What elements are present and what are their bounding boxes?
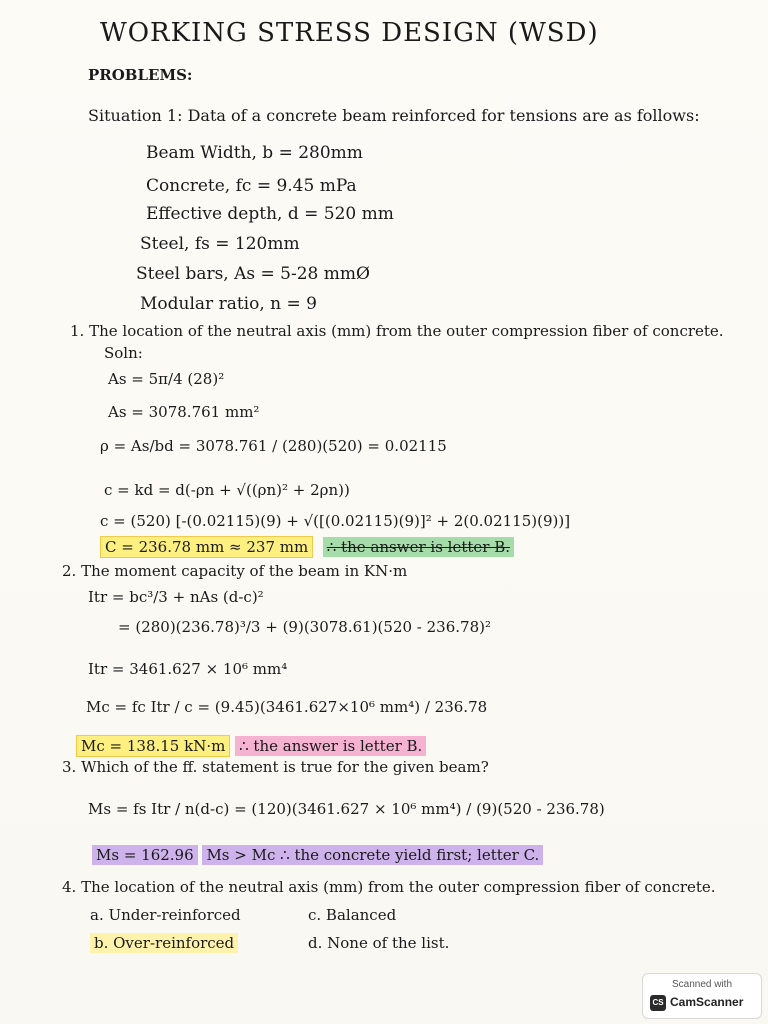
q1-line-3: ρ = As/bd = 3078.761 / (280)(520) = 0.02115 bbox=[100, 437, 447, 455]
situation-text: Situation 1: Data of a concrete beam reinforced for tensions are as follows: bbox=[88, 106, 700, 125]
q2-line-2: = (280)(236.78)³/3 + (9)(3078.61)(520 - 236.78)² bbox=[118, 618, 491, 636]
page-title: WORKING STRESS DESIGN (WSD) bbox=[100, 18, 599, 48]
q3-result-highlight: Ms = 162.96 bbox=[92, 845, 198, 865]
q1-line-2: As = 3078.761 mm² bbox=[108, 403, 260, 421]
camscanner-logo-icon: CS bbox=[650, 995, 666, 1011]
given-beam-width: Beam Width, b = 280mm bbox=[146, 143, 363, 163]
q1-answer-highlight: ∴ the answer is letter B. bbox=[323, 537, 514, 557]
q2-result-highlight: Mc = 138.15 kN·m bbox=[76, 735, 230, 757]
q3-result-row bbox=[92, 846, 543, 864]
q4-choice-a: a. Under-reinforced bbox=[90, 906, 241, 924]
given-modular-ratio: Modular ratio, n = 9 bbox=[140, 294, 317, 314]
given-steel: Steel, fs = 120mm bbox=[140, 234, 300, 254]
q2-line-4: Mc = fc Itr / c = (9.45)(3461.627×10⁶ mm⁴) / 236.78 bbox=[86, 698, 488, 716]
given-concrete: Concrete, fc = 9.45 mPa bbox=[146, 176, 357, 196]
q3-answer-highlight: Ms > Mc ∴ the concrete yield first; letter C. bbox=[202, 845, 543, 865]
badge-brand: CamScanner bbox=[670, 995, 744, 1009]
q4-choice-b-row bbox=[90, 934, 238, 952]
q4-question: 4. The location of the neutral axis (mm) from the outer compression fiber of concrete. bbox=[62, 878, 716, 896]
given-effective-depth: Effective depth, d = 520 mm bbox=[146, 204, 394, 224]
q2-result-row bbox=[76, 737, 426, 755]
q2-answer-highlight: ∴ the answer is letter B. bbox=[235, 736, 426, 756]
q1-line-4: c = kd = d(-ρn + √((ρn)² + 2ρn)) bbox=[104, 481, 350, 499]
q1-result-row bbox=[100, 538, 514, 556]
q2-line-3: Itr = 3461.627 × 10⁶ mm⁴ bbox=[88, 660, 288, 678]
q4-choice-d: d. None of the list. bbox=[308, 934, 450, 952]
camscanner-badge bbox=[642, 973, 762, 1019]
q4-choice-b: b. Over-reinforced bbox=[90, 933, 238, 953]
q2-line-1: Itr = bc³/3 + nAs (d-c)² bbox=[88, 588, 264, 606]
q1-result-highlight: C = 236.78 mm ≈ 237 mm bbox=[100, 536, 313, 558]
q2-question: 2. The moment capacity of the beam in KN·m bbox=[62, 562, 408, 580]
q1-question: 1. The location of the neutral axis (mm) from the outer compression fiber of concrete. bbox=[70, 322, 724, 340]
q1-line-1: As = 5π/4 (28)² bbox=[108, 370, 225, 388]
q1-line-5: c = (520) [-(0.02115)(9) + √([(0.02115)(9)]² + 2(0.02115)(9))] bbox=[100, 512, 571, 530]
q3-question: 3. Which of the ff. statement is true for the given beam? bbox=[62, 758, 489, 776]
q3-line-1: Ms = fs Itr / n(d-c) = (120)(3461.627 × 10⁶ mm⁴) / (9)(520 - 236.78) bbox=[88, 800, 605, 818]
q4-choice-c: c. Balanced bbox=[308, 906, 397, 924]
given-steel-bars: Steel bars, As = 5-28 mmØ bbox=[136, 264, 370, 284]
problems-heading: PROBLEMS: bbox=[88, 66, 193, 84]
badge-caption: Scanned with bbox=[671, 979, 733, 990]
q1-answer bbox=[318, 537, 514, 557]
q1-soln-label: Soln: bbox=[104, 344, 143, 362]
